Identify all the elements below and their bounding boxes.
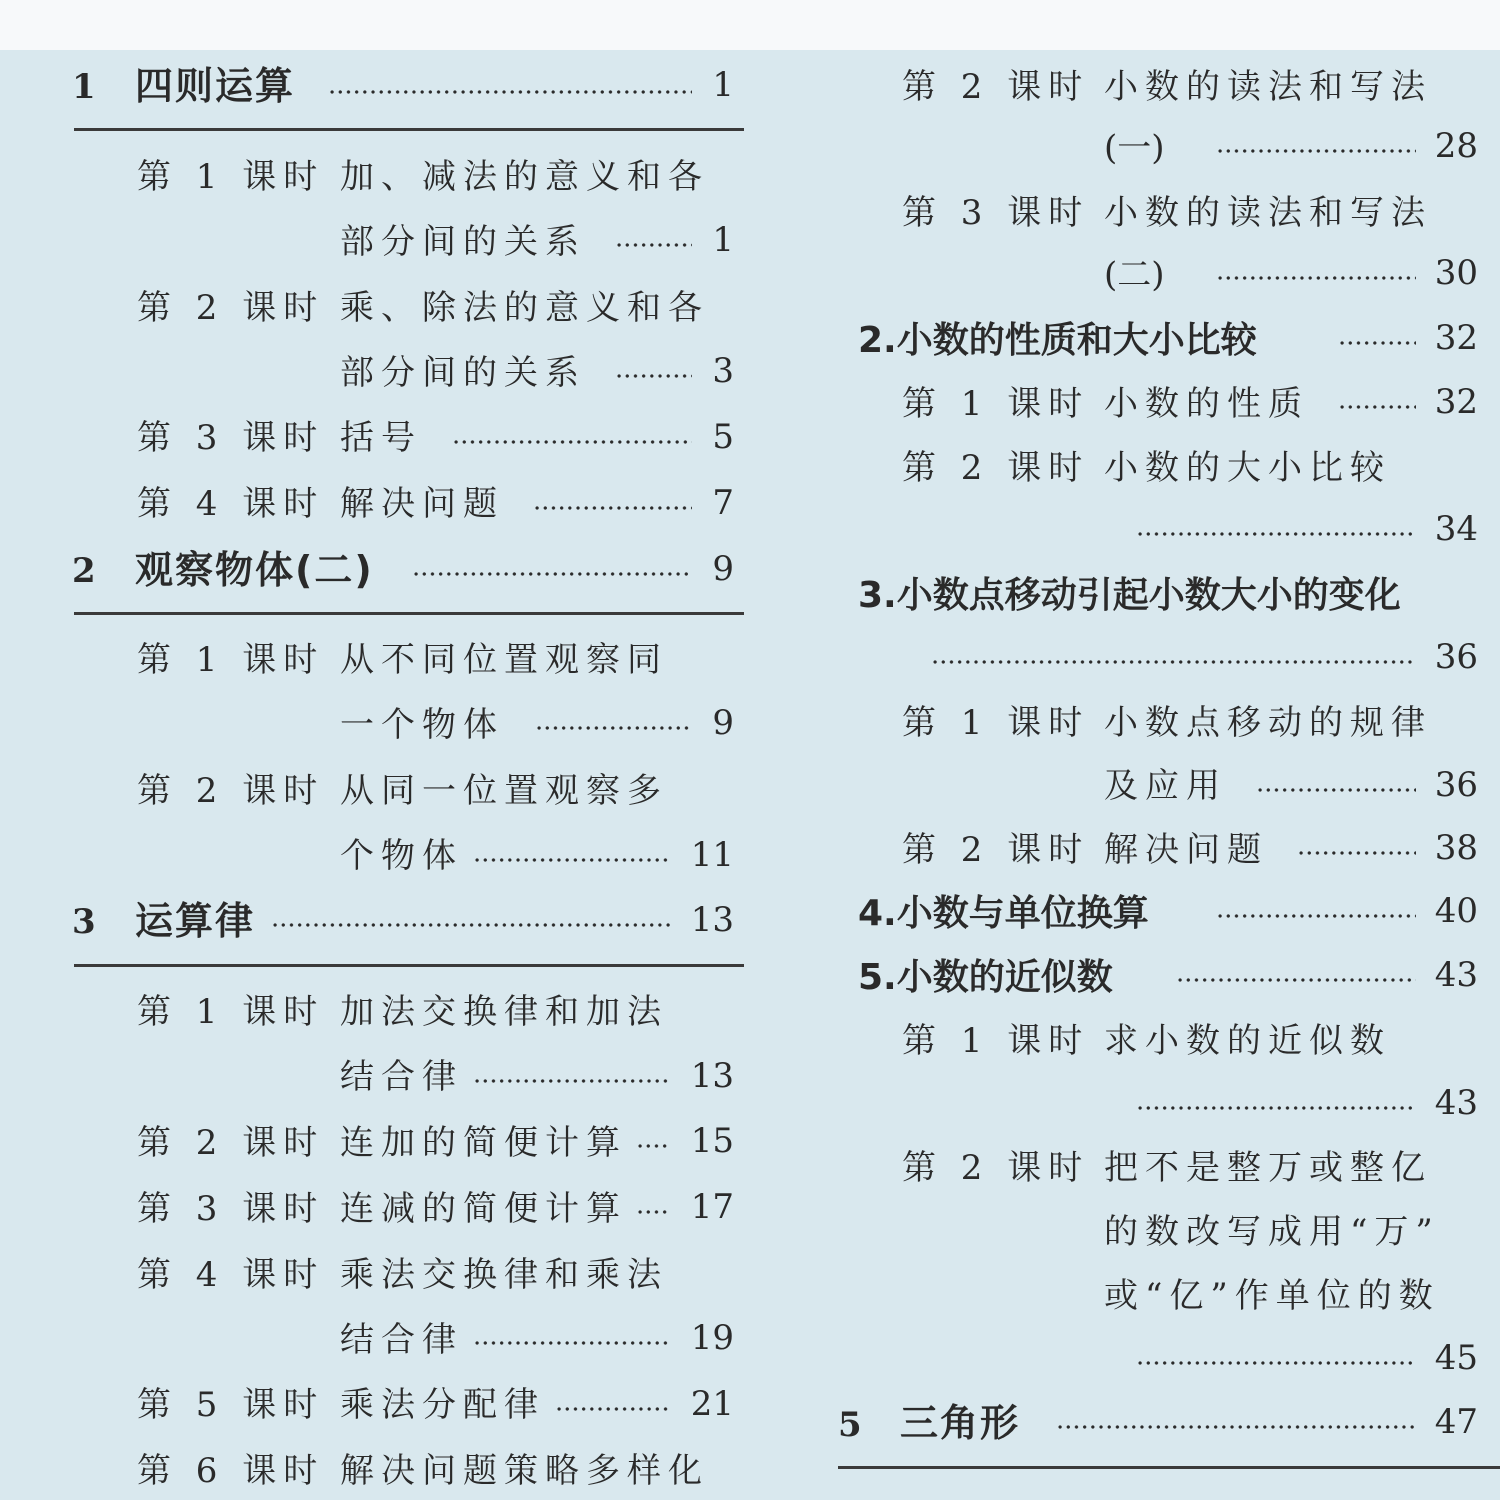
lesson-label: 第 2 课时 [902, 67, 1090, 107]
lesson-title-cont: 或“亿”作单位的数 [1104, 1276, 1440, 1316]
lesson-title-cont: 结合律 [340, 1057, 463, 1097]
lesson-label: 第 3 课时 [137, 1189, 325, 1229]
leader-dots [1216, 149, 1416, 153]
leader-dots [636, 1144, 671, 1148]
section-4-title: 4.小数与单位换算 [858, 893, 1149, 934]
lesson-page: 15 [690, 1121, 734, 1161]
leader-dots [1136, 1106, 1416, 1110]
lesson-page: 11 [690, 835, 734, 875]
leader-dots [1056, 1425, 1416, 1429]
lesson-label: 第 1 课时 [137, 157, 325, 197]
leader-dots [1256, 788, 1416, 792]
lesson-page: 45 [1434, 1338, 1478, 1378]
chapter-rule [74, 612, 744, 615]
lesson-label: 第 3 课时 [902, 193, 1090, 233]
leader-dots [271, 923, 671, 927]
lesson-label: 第 1 课时 [137, 640, 325, 680]
lesson-label: 第 1 课时 [902, 384, 1090, 424]
lesson-title: 从不同位置观察同 [340, 640, 668, 680]
chapter-1-page: 1 [712, 65, 734, 105]
lesson-page: 9 [712, 703, 734, 743]
leader-dots [473, 1079, 671, 1083]
section-5-title: 5.小数的近似数 [858, 957, 1113, 998]
leader-dots [636, 1210, 671, 1214]
leader-dots [1136, 532, 1416, 536]
lesson-title: 连减的简便计算 [340, 1189, 627, 1229]
lesson-title-cont: 的数改写成用“万” [1104, 1212, 1440, 1252]
lesson-title: 小数点移动的规律 [1104, 703, 1432, 743]
leader-dots [328, 90, 692, 94]
leader-dots [555, 1407, 671, 1411]
lesson-page: 1 [712, 220, 734, 260]
lesson-title: 解决问题策略多样化 [340, 1451, 709, 1491]
lesson-page: 3 [712, 351, 734, 391]
section-4-page: 40 [1434, 891, 1478, 931]
lesson-label: 第 2 课时 [902, 1148, 1090, 1188]
leader-dots [1136, 1361, 1416, 1365]
leader-dots [473, 1341, 671, 1345]
chapter-rule [74, 128, 744, 131]
lesson-title: 解决问题 [1104, 830, 1268, 870]
leader-dots [1297, 851, 1416, 855]
lesson-title: 小数的读法和写法 [1104, 67, 1432, 107]
lesson-title: 加法交换律和加法 [340, 992, 668, 1032]
lesson-title-cont: (一) [1104, 128, 1165, 168]
lesson-title: 小数的性质 [1104, 384, 1309, 424]
section-2-title: 2.小数的性质和大小比较 [858, 320, 1257, 361]
leader-dots [535, 726, 692, 730]
lesson-title: 乘法分配律 [340, 1385, 545, 1425]
lesson-label: 第 2 课时 [137, 1123, 325, 1163]
chapter-rule [74, 964, 744, 967]
lesson-title-cont: 一个物体 [340, 705, 504, 745]
lesson-page: 43 [1434, 1083, 1478, 1123]
lesson-page: 34 [1434, 509, 1478, 549]
lesson-label: 第 4 课时 [137, 484, 325, 524]
lesson-page: 30 [1434, 253, 1478, 293]
section-3-page: 36 [1434, 637, 1478, 677]
lesson-label: 第 2 课时 [902, 448, 1090, 488]
lesson-title: 括号 [340, 418, 422, 458]
chapter-3-number: 3 [72, 902, 96, 942]
lesson-page: 38 [1434, 828, 1478, 868]
lesson-label: 第 4 课时 [137, 1255, 325, 1295]
lesson-title-cont: 部分间的关系 [340, 222, 586, 262]
lesson-page: 32 [1434, 382, 1478, 422]
leader-dots [1216, 276, 1416, 280]
chapter-2-page: 9 [712, 549, 734, 589]
lesson-label: 第 2 课时 [902, 830, 1090, 870]
lesson-title: 解决问题 [340, 484, 504, 524]
leader-dots [1176, 978, 1416, 982]
lesson-page: 5 [712, 417, 734, 457]
leader-dots [473, 858, 671, 862]
lesson-label: 第 3 课时 [137, 418, 325, 458]
leader-dots [1216, 914, 1416, 918]
chapter-5-page: 47 [1434, 1402, 1478, 1442]
section-2-page: 32 [1434, 318, 1478, 358]
lesson-title-cont: (二) [1104, 255, 1165, 295]
chapter-2-number: 2 [72, 551, 96, 591]
leader-dots [615, 243, 692, 247]
lesson-title: 小数的大小比较 [1104, 448, 1391, 488]
lesson-title-cont: 及应用 [1104, 766, 1227, 806]
lesson-label: 第 2 课时 [137, 288, 325, 328]
chapter-1-title: 四则运算 [135, 64, 296, 108]
lesson-title-cont: 部分间的关系 [340, 353, 586, 393]
lesson-page: 21 [690, 1384, 734, 1424]
lesson-page: 28 [1434, 126, 1478, 166]
leader-dots [615, 374, 692, 378]
lesson-page: 17 [690, 1187, 734, 1227]
lesson-title-cont: 结合律 [340, 1320, 463, 1360]
lesson-title: 从同一位置观察多 [340, 771, 668, 811]
lesson-label: 第 5 课时 [137, 1385, 325, 1425]
leader-dots [452, 440, 692, 444]
leader-dots [1338, 341, 1416, 345]
lesson-title: 连加的简便计算 [340, 1123, 627, 1163]
lesson-title-cont: 个物体 [340, 836, 463, 876]
lesson-label: 第 2 课时 [137, 771, 325, 811]
lesson-page: 36 [1434, 765, 1478, 805]
lesson-label: 第 1 课时 [137, 992, 325, 1032]
section-5-page: 43 [1434, 955, 1478, 995]
leader-dots [533, 506, 692, 510]
chapter-5-title: 三角形 [900, 1401, 1021, 1445]
lesson-title: 乘法交换律和乘法 [340, 1255, 668, 1295]
chapter-3-page: 13 [690, 900, 734, 940]
chapter-3-title: 运算律 [135, 899, 256, 943]
chapter-2-title: 观察物体(二) [135, 548, 374, 592]
lesson-title: 小数的读法和写法 [1104, 193, 1432, 233]
section-3-title: 3.小数点移动引起小数大小的变化 [858, 575, 1401, 616]
lesson-label: 第 1 课时 [902, 1021, 1090, 1061]
chapter-rule [838, 1466, 1500, 1469]
lesson-page: 13 [690, 1056, 734, 1096]
lesson-title: 求小数的近似数 [1104, 1021, 1391, 1061]
leader-dots [931, 660, 1416, 664]
lesson-label: 第 1 课时 [902, 703, 1090, 743]
lesson-title: 乘、除法的意义和各 [340, 288, 709, 328]
leader-dots [1338, 405, 1416, 409]
lesson-title: 把不是整万或整亿 [1104, 1148, 1432, 1188]
lesson-page: 19 [690, 1318, 734, 1358]
chapter-5-number: 5 [838, 1405, 862, 1445]
leader-dots [412, 572, 692, 576]
chapter-1-number: 1 [72, 67, 96, 107]
lesson-title: 加、减法的意义和各 [340, 157, 709, 197]
lesson-label: 第 6 课时 [137, 1451, 325, 1491]
lesson-page: 7 [712, 483, 734, 523]
